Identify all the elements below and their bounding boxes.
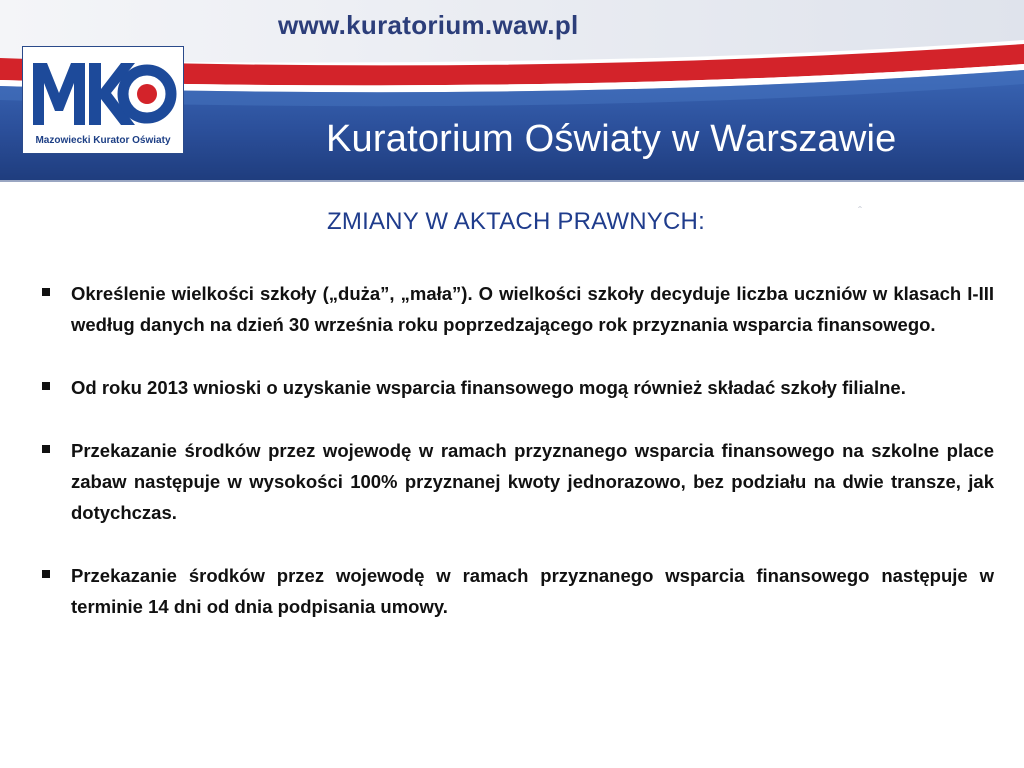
website-url[interactable]: www.kuratorium.waw.pl [278,10,579,40]
bullet-item [40,560,994,622]
square-bullet-icon [42,382,50,390]
bullet-list [40,278,994,654]
square-bullet-icon [42,445,50,453]
mko-logo-mark [29,53,177,133]
slide-title: ZMIANY W AKTACH PRAWNYCH: [327,208,705,235]
bullet-text: Przekazanie środków przez wojewodę w ramach przyznanego wsparcia finansowego na szkolne place zabaw następuje w wysokości 100% przyznanej kwoty jednorazowo, bez podziału na dwie transze, jak dotychczas. [71,440,994,523]
bullet-text: Przekazanie środków przez wojewodę w ramach przyznanego wsparcia finansowego następuje w terminie 14 dni od dnia podpisania umowy. [71,565,994,617]
bullet-item [40,435,994,528]
square-bullet-icon [42,570,50,578]
mko-logo [22,46,184,154]
bullet-item [40,372,994,403]
caret-up-icon: ˆ [858,204,862,218]
bullet-text: Określenie wielkości szkoły („duża”, „mała”). O wielkości szkoły decyduje liczba uczniów w klasach I-III według danych na dzień 30 września roku poprzedzającego rok przyznania wsparcia finansowego. [71,283,994,335]
bullet-item [40,278,994,340]
header-banner [0,0,1024,190]
square-bullet-icon [42,288,50,296]
bullet-text: Od roku 2013 wnioski o uzyskanie wsparcia finansowego mogą również składać szkoły filialne. [71,377,906,398]
organization-title: Kuratorium Oświaty w Warszawie [326,118,897,160]
logo-caption: Mazowiecki Kurator Oświaty [35,135,171,146]
